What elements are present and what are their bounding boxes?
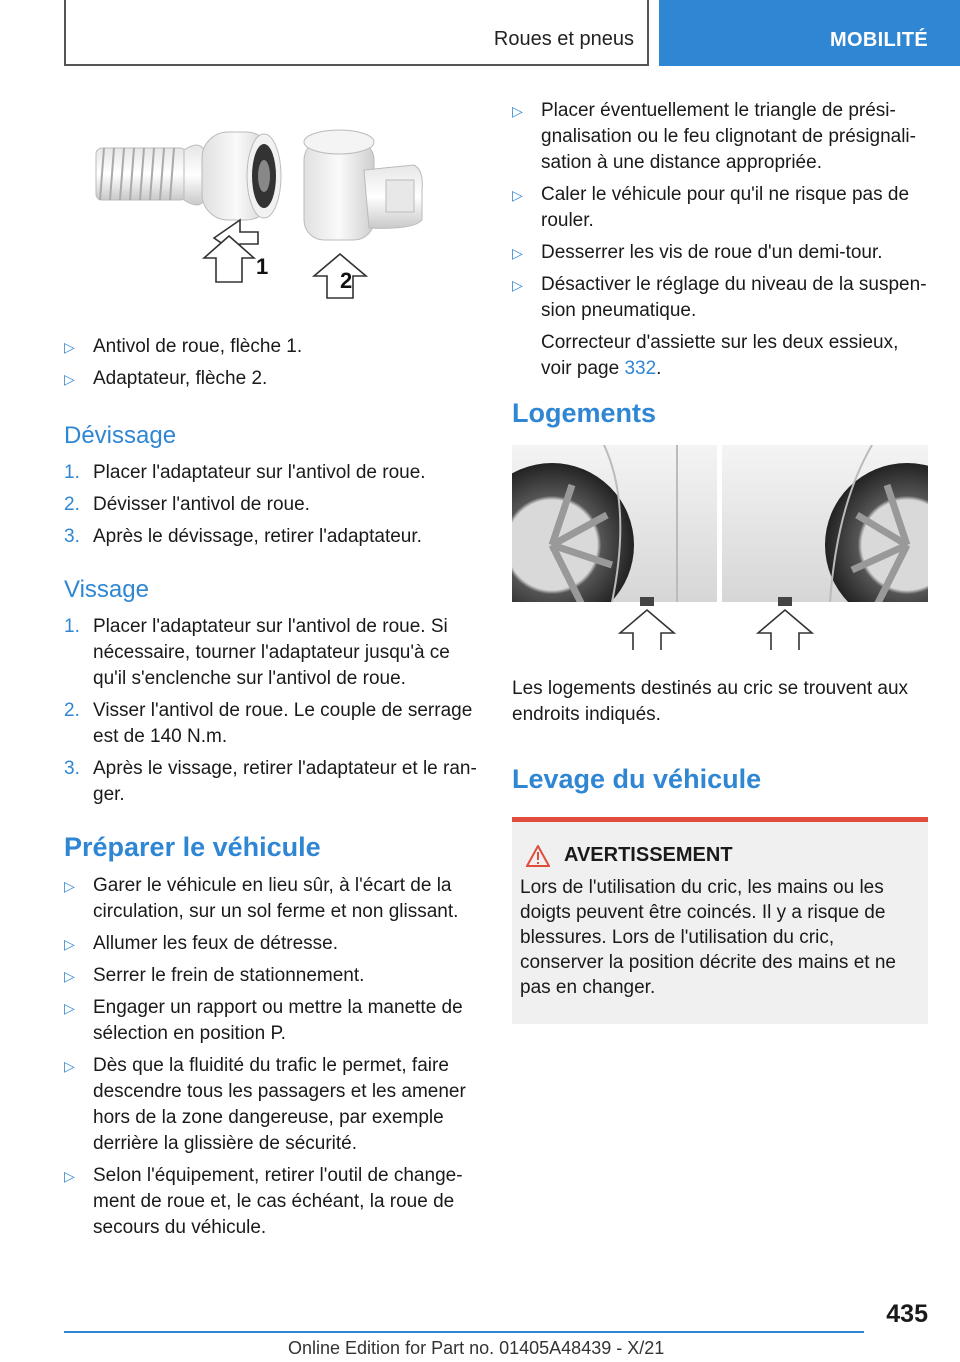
section-title: Roues et pneus — [493, 28, 634, 50]
figure-label-2: 2 — [340, 268, 353, 293]
triangle-bullet-icon: ▷ — [64, 968, 75, 984]
wheel-lock-illustration — [64, 110, 479, 310]
heading-preparer: Préparer le véhicule — [64, 832, 321, 862]
list-item: ▷ Adaptateur, flèche 2. — [64, 366, 479, 392]
heading-vissage: Vissage — [64, 576, 149, 603]
footer-edition: Online Edition for Part no. 01405A48439 - X/21 — [288, 1338, 665, 1358]
logements-text: Les logements destinés au cric se trouvent aux endroits indiqués. — [512, 678, 909, 725]
right-column — [512, 98, 928, 1024]
warning-title: AVERTISSEMENT — [564, 844, 733, 866]
list-item: ▷ Caler le véhicule pour qu'il ne risque pas de rouler. — [512, 182, 928, 234]
triangle-bullet-icon: ▷ — [64, 1058, 75, 1074]
triangle-bullet-icon: ▷ — [512, 277, 523, 293]
page-number: 435 — [886, 1300, 928, 1328]
chapter-label: MOBILITÉ — [830, 29, 928, 51]
list-item: ▷ Desserrer les vis de roue d'un demi-tour. — [512, 240, 928, 266]
list-item: ▷ Désactiver le réglage du niveau de la suspension pneumatique. — [512, 272, 928, 324]
jacking-points-illustration — [512, 445, 928, 650]
list-item: ▷ Serrer le frein de stationnement. — [64, 963, 479, 989]
list-item: ▷ Placer éventuellement le triangle de présignalisation ou le feu clignotant de présignalisation à une distance appropriée. — [512, 98, 928, 176]
triangle-bullet-icon: ▷ — [64, 1168, 75, 1184]
page-link[interactable]: 332 — [624, 358, 657, 379]
warning-text: Lors de l'utilisation du cric, les mains ou les doigts peuvent être coincés. Il y a risque de blessures. Lors de l'utilisation du cric, conserver la position décrite des mains et ne pas en changer. — [520, 877, 896, 998]
jack-points-figure — [512, 445, 928, 650]
triangle-bullet-icon: ▷ — [64, 878, 75, 894]
lock-adapter-figure — [64, 110, 479, 310]
triangle-bullet-icon: ▷ — [64, 936, 75, 952]
warning-header — [520, 844, 920, 867]
left-column — [64, 110, 479, 1247]
step-item: 3. Après le dévissage, retirer l'adaptateur. — [64, 526, 422, 547]
header-divider — [647, 0, 649, 66]
step-item: 3. Après le vissage, retirer l'adaptateur et le ranger. — [64, 758, 477, 805]
cross-reference-note: Correcteur d'assiette sur les deux essieux, voir page 332. — [541, 332, 899, 379]
list-item: ▷ Antivol de roue, flèche 1. — [64, 334, 479, 360]
triangle-bullet-icon: ▷ — [512, 245, 523, 261]
heading-devissage: Dévissage — [64, 422, 177, 449]
triangle-bullet-icon: ▷ — [64, 339, 75, 355]
step-item: 1. Placer l'adaptateur sur l'antivol de roue. — [64, 462, 426, 483]
list-item: ▷ Engager un rapport ou mettre la manette de sélection en position P. — [64, 995, 479, 1047]
list-item: ▷ Dès que la fluidité du trafic le permet, faire descendre tous les passagers et les amener hors de la zone dangereuse, par exemple derrière la glissière de sécurité. — [64, 1053, 479, 1157]
triangle-bullet-icon: ▷ — [512, 187, 523, 203]
step-item: 2. Dévisser l'antivol de roue. — [64, 494, 310, 515]
chapter-tab[interactable] — [659, 0, 960, 66]
step-item: 2. Visser l'antivol de roue. Le couple de serrage est de 140 N.m. — [64, 700, 473, 747]
footer-rule — [64, 1331, 864, 1333]
heading-logements: Logements — [512, 398, 657, 428]
step-item: 1. Placer l'adaptateur sur l'antivol de roue. Si nécessaire, tourner l'adaptateur jusqu'à ce qu'il s'enclenche sur l'antivol de roue. — [64, 616, 450, 689]
triangle-bullet-icon: ▷ — [64, 1000, 75, 1016]
warning-triangle-icon — [526, 845, 550, 867]
triangle-bullet-icon: ▷ — [512, 103, 523, 119]
heading-levage: Levage du véhicule — [512, 764, 762, 794]
figure-label-1: 1 — [256, 254, 269, 279]
list-item: ▷ Allumer les feux de détresse. — [64, 931, 479, 957]
list-item: ▷ Selon l'équipement, retirer l'outil de changement de roue et, le cas échéant, la roue de secours du véhicule. — [64, 1163, 479, 1241]
triangle-bullet-icon: ▷ — [64, 371, 75, 387]
list-item: ▷ Garer le véhicule en lieu sûr, à l'écart de la circulation, sur un sol ferme et non glissant. — [64, 873, 479, 925]
warning-box — [512, 817, 928, 1024]
